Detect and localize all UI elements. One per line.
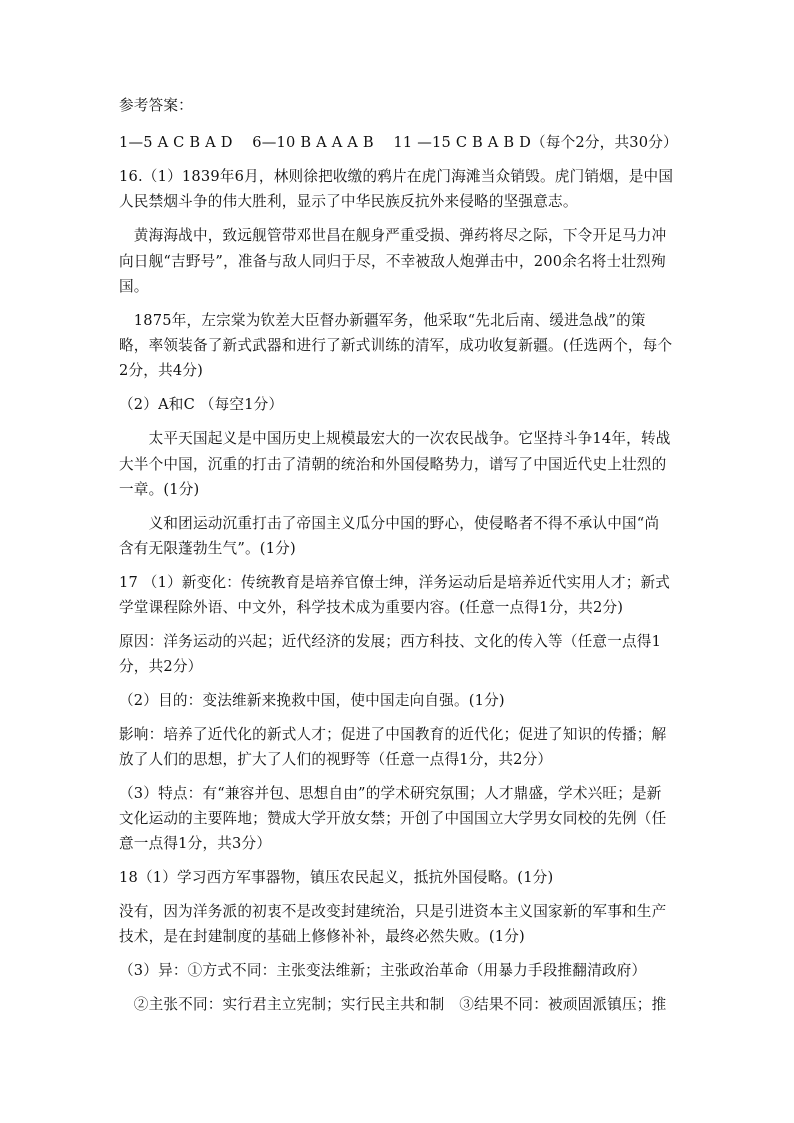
q16-xinjiang-line1: 1875年，左宗棠为钦差大臣督办新疆军务，他采取“先北后南、缓进急战”的策 [119,312,646,329]
q16-part1-line2: 人民禁烟斗争的伟大胜利，显示了中华民族反抗外来侵略的坚强意志。 [119,193,578,210]
q17-impact-line1: 影响：培养了近代化的新式人才；促进了中国教育的近代化；促进了知识的传播；解 [119,726,667,743]
q17-part3-line3: 意一点得1分，共3分） [119,835,272,852]
answer-key-heading: 参考答案： [119,97,193,114]
q16-taiping-line1: 太平天国起义是中国历史上规模最宏大的一次农民战争。它坚持斗争14年，转战 [119,430,671,447]
q16-taiping-line2: 大半个中国，沉重的打击了清朝的统治和外国侵略势力，谱写了中国近代史上壮烈的 [119,456,667,473]
q16-huanghai-line2: 向日舰“吉野号”，准备与敌人同归于尽，不幸被敌人炮弹击中，200余名将士壮烈殉 [119,253,666,270]
q18-part2-line1: 没有，因为洋务派的初衷不是改变封建统治，只是引进资本主义国家新的军事和生产 [119,903,667,920]
q16-huanghai-line3: 国。 [119,278,149,295]
q16-yihetuan-line1: 义和团运动沉重打击了帝国主义瓜分中国的野心，使侵略者不得不承认中国“尚 [119,515,660,532]
q17-part3-line1: （3）特点：有“兼容并包、思想自由”的学术研究氛围；人才鼎盛，学术兴旺；是新 [119,785,662,802]
q16-xinjiang-line2: 略，率领装备了新式武器和进行了新式训练的清军，成功收复新疆。(任选两个，每个 [119,337,673,354]
q17-part3-line2: 文化运动的主要阵地；赞成大学开放女禁；开创了中国国立大学男女同校的先例（任 [119,810,667,827]
q18-part3-line2: ②主张不同：实行君主立宪制；实行民主共和制 ③结果不同：被顽固派镇压；推 [119,996,667,1013]
q17-part1-line2: 学堂课程除外语、中文外，科学技术成为重要内容。(任意一点得1分，共2分) [119,599,624,616]
q17-impact-line2: 放了人们的思想，扩大了人们的视野等（任意一点得1分，共2分） [119,751,553,768]
q16-part2: （2）A和C （每空1分） [119,396,284,413]
q17-part2-purpose: （2）目的：变法维新来挽救中国，使中国走向自强。(1分) [119,692,505,709]
q16-taiping-line3: 一章。(1分) [119,481,200,498]
q16-huanghai-line1: 黄海海战中，致远舰管带邓世昌在舰身严重受损、弹药将尽之际，下令开足马力冲 [119,227,667,244]
q16-part1-line1: 16.（1）1839年6月，林则徐把收缴的鸦片在虎门海滩当众销毁。虎门销烟，是中国 [119,168,674,185]
q17-reason-line1: 原因：洋务运动的兴起；近代经济的发展；西方科技、文化的传入等（任意一点得1 [119,633,662,650]
q18-part2-line2: 技术，是在封建制度的基础上修修补补，最终必然失败。(1分) [119,928,525,945]
multiple-choice-answers: 1—5 A C B A D 6—10 B A A A B 11 —15 C B A B D（每个2分，共30分） [119,134,678,151]
q16-yihetuan-line2: 含有无限蓬勃生气”。(1分) [119,540,296,557]
q17-reason-line2: 分，共2分） [119,658,203,675]
q18-part1: 18（1）学习西方军事器物，镇压农民起义，抵抗外国侵略。(1分) [119,869,554,886]
q17-part1-line1: 17 （1）新变化：传统教育是培养官僚士绅，洋务运动后是培养近代实用人才；新式 [119,574,671,591]
q18-part3-line1: （3）异：①方式不同：主张变法维新；主张政治革命（用暴力手段推翻清政府） [119,962,647,979]
q16-xinjiang-line3: 2分，共4分) [119,362,204,379]
